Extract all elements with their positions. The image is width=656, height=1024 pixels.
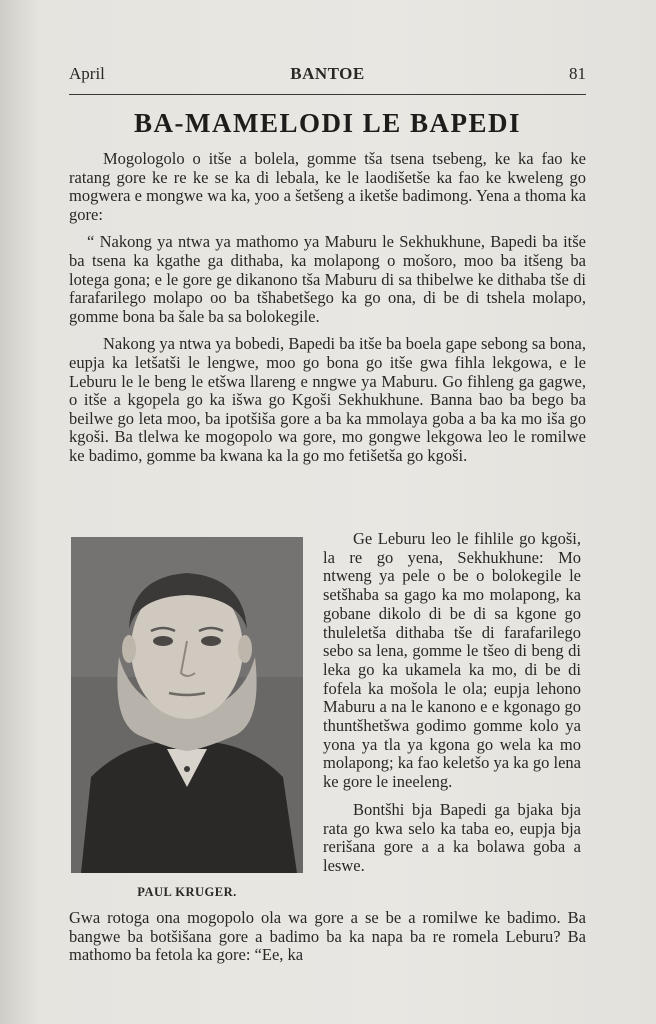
running-header: [69, 64, 586, 88]
paragraph-4: Ge Leburu leo le fihlile go kgoši, la re go yena, Sekhukhune: Mo ntweng ya pele o be o bolokegile le setšhaba sa gago ka mo molapong, ka gobane dikolo di be di sa kgone go thuleletša dithaba tše di farafarilego sebo sa lena, gomme le tšeo di beng di leka go ka ukamela ka mo, di be di fofela ka mošola le ola; eupja lehono Maburu a na le kanono e e kgonago go thuntšhetšwa godimo gomme kolo ya yona ya tla ya kgona go wela ka mo molapong; ka fao keletšo ya ka go lena ke gore le ineeleng.: [323, 529, 581, 792]
portrait-photo: [71, 537, 303, 873]
header-rule: [69, 94, 586, 95]
portrait-caption: PAUL KRUGER.: [137, 885, 237, 899]
paragraph-3: Nakong ya ntwa ya bobedi, Bapedi ba itše ba boela gape sebong sa bona, eupja ka letšatši le lengwe, moo go bona go itše gwa fihla lekgowa, e le Leburu le le beng le etšwa llareng e nngwe ya Maburu. Go fihleng ga gagwe, o itše a kgopela go ka išwa go Kgoši Sekhukhune. Banna bao ba bego ba beilwe go leta moo, ba ipotšiša gore a ba ka mmolaya goba a ba ka mo iša go kgoši. Ba tlelwa ke mogopolo wa gore, mo gongwe lekgowa leo le romilwe ke badimo, gomme ba kwana ka la go mo fetišetša go kgoši.: [69, 334, 586, 465]
paragraph-5-continued: Gwa rotoga ona mogopolo ola wa gore a se be a romilwe ke badimo. Ba bangwe ba botšišana gore a badimo ba ka napa ba re romela Leburu? Ba mathomo ba fetola ka gore: “Ee, ka: [69, 908, 586, 965]
page-number: 81: [569, 64, 586, 83]
paragraph-5-start: Bontšhi bja Bapedi ga bjaka bja rata go kwa selo ka taba eo, eupja bja rerišana gore a a ka bolawa goba a leswe.: [323, 799, 581, 875]
paragraph-1: Mogologolo o itše a bolela, gomme tša tsena tsebeng, ke ka fao ke ratang gore ke re ke se ka di lebala, ke le laodišetše ka fao ke kweleng go mogwera e mongwe wa ka, yoo a šetšeng a iketše badimong. Yena a thoma ka gore:: [69, 149, 586, 224]
article-title: BA-MAMELODI LE BAPEDI: [133, 108, 522, 138]
portrait-illustration: [71, 537, 303, 873]
header-month: April: [69, 64, 105, 83]
header-publication: BANTOE: [290, 64, 365, 83]
article-body: [69, 150, 586, 475]
side-column: [323, 530, 581, 885]
paragraph-2: “ Nakong ya ntwa ya mathomo ya Maburu le Sekhukhune, Bapedi ba itše ba tsena ka kgathe ga dithaba, ka molapong o mošoro, moo ba itšeng ba lotega gona; e le gore ge dikanono tša Maburu di sa thibelwe ke dithaba tše di farafarilego molapo oo ba tšhabetšego ka go ona, di be di tshela molapo, gomme bona ba šale ba sa bolokegile.: [69, 232, 586, 326]
